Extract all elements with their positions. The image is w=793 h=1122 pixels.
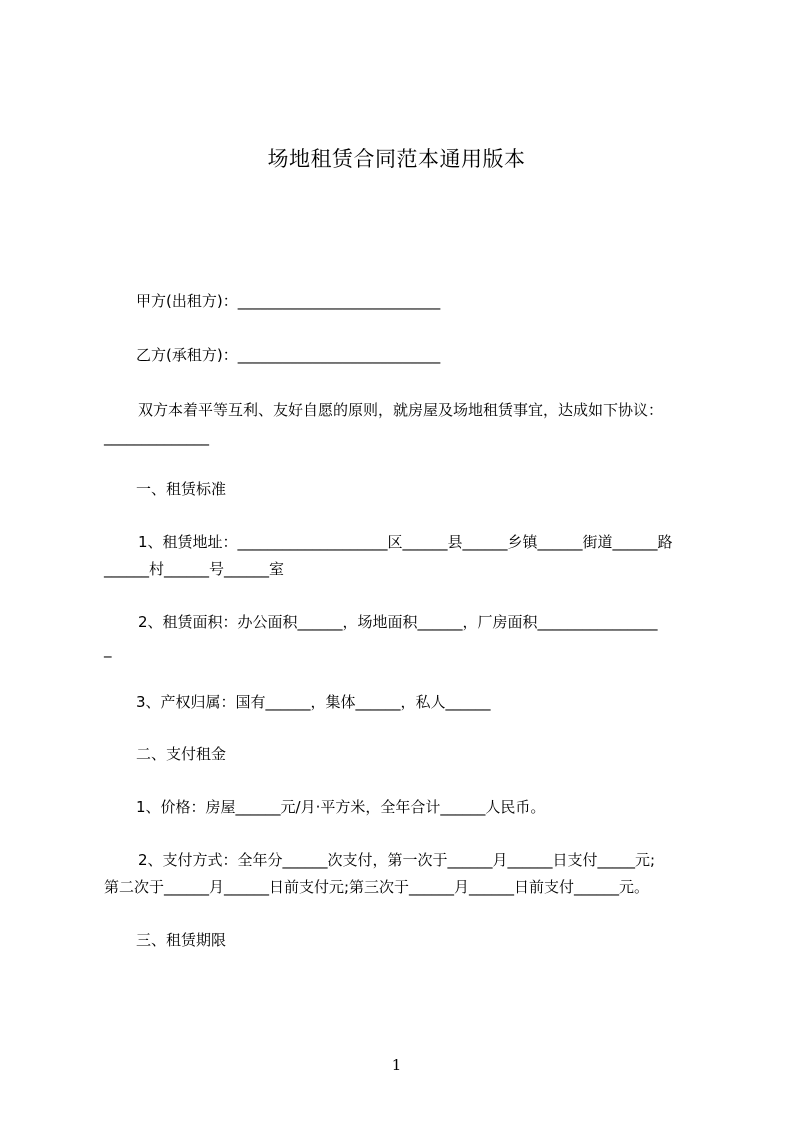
clause-lease-address-cont: ______村______号______室 [104, 560, 285, 578]
clause-lease-area-cont: _ [104, 640, 112, 658]
clause-ownership: 3、产权归属：国有______，集体______，私人______ [136, 693, 491, 711]
clause-payment-method: 2、支付方式：全年分______次支付，第一次于______月______日支付_____元; [138, 851, 656, 869]
page-number: 1 [391, 1056, 402, 1074]
section-heading-rent-payment: 二、支付租金 [136, 745, 227, 763]
party-a-line: 甲方(出租方)：___________________________ [136, 292, 441, 310]
party-b-line: 乙方(承租方)：___________________________ [136, 346, 441, 364]
section-heading-lease-term: 三、租赁期限 [136, 931, 227, 949]
document-title: 场地租赁合同范本通用版本 [267, 147, 526, 171]
clause-lease-area: 2、租赁面积：办公面积______，场地面积______，厂房面积________________ [138, 613, 658, 631]
agreement-intro: 双方本着平等互利、友好自愿的原则，就房屋及场地租赁事宜，达成如下协议： [138, 401, 664, 419]
agreement-intro-blank: ______________ [104, 428, 209, 446]
clause-payment-method-cont: 第二次于______月______日前支付元;第三次于______月______日前支付______元。 [104, 878, 650, 896]
clause-price: 1、价格：房屋______元/月·平方米，全年合计______人民币。 [136, 798, 546, 816]
section-heading-lease-standard: 一、租赁标准 [136, 480, 227, 498]
clause-lease-address: 1、租赁地址：____________________区______县______乡镇______街道______路 [138, 533, 673, 551]
